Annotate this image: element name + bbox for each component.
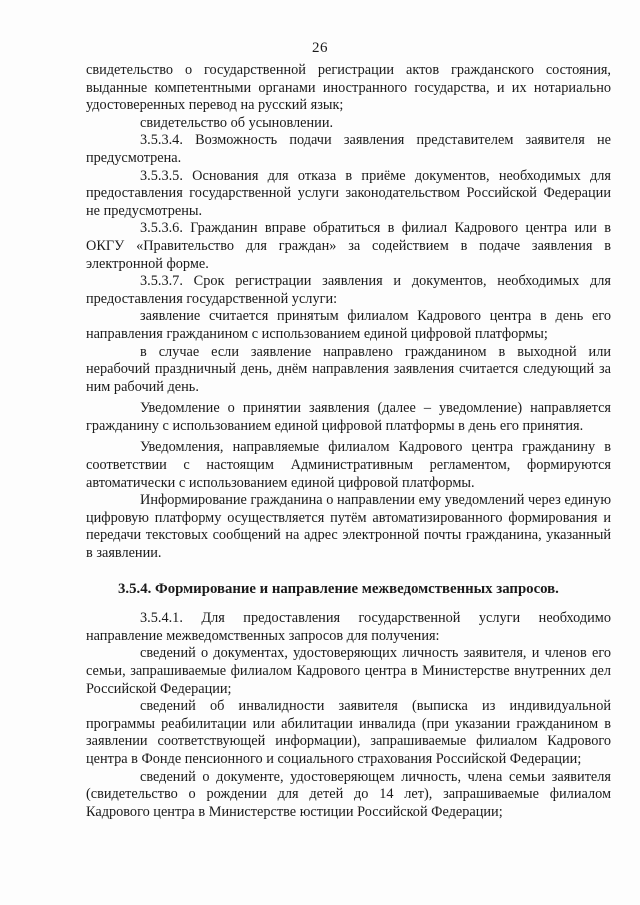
paragraph-accepted-day: заявление считается принятым филиалом Кадрового центра в день его направления гражданином с использованием единой цифровой платформы; xyxy=(86,308,611,342)
paragraph-3-5-3-5: 3.5.3.5. Основания для отказа в приёме документов, необходимых для предоставления государственной услуги законодательством Российской Федерации не предусмотрены. xyxy=(86,167,611,219)
paragraph-holiday-rule: в случае если заявление направлено гражданином в выходной или нерабочий праздничный день, днём направления заявления считается следующий за ним рабочий день. xyxy=(86,343,611,395)
paragraph-notification: Уведомление о принятии заявления (далее – уведомление) направляется гражданину с использованием единой цифровой платформы в день его принятия. xyxy=(86,400,611,434)
paragraph-family-member-document: сведений о документе, удостоверяющем личность, члена семьи заявителя (свидетельство о рождении для детей до 14 лет), запрашиваемые филиалом Кадрового центра в Министерстве юстиции Российской Федерации; xyxy=(86,768,611,820)
paragraph-3-5-3-4: 3.5.3.4. Возможность подачи заявления представителем заявителя не предусмотрена. xyxy=(86,132,611,166)
paragraph-notifications-generated: Уведомления, направляемые филиалом Кадрового центра гражданину в соответствии с настоящим Административным регламентом, формируются автоматически с использованием единой цифровой платформы. xyxy=(86,439,611,491)
paragraph-3-5-4-1: 3.5.4.1. Для предоставления государственной услуги необходимо направление межведомственных запросов для получения: xyxy=(86,610,611,644)
paragraph-disability-info: сведений об инвалидности заявителя (выписка из индивидуальной программы реабилитации или абилитации инвалида (при указании гражданином в заявлении соответствующей информации), запрашиваемые филиалом Кадрового центра в Фонде пенсионного и социального страхования Российской Федерации; xyxy=(86,698,611,767)
paragraph-informing: Информирование гражданина о направлении ему уведомлений через единую цифровую платформу осуществляется путём автоматизированного формирования и передачи текстовых сообщений на адрес электронной почты гражданина, указанный в заявлении. xyxy=(86,492,611,562)
document-body xyxy=(86,62,611,821)
page-number: 26 xyxy=(312,40,328,56)
paragraph-identity-documents: сведений о документах, удостоверяющих личность заявителя, и членов его семьи, запрашиваемые филиалом Кадрового центра в Министерстве внутренних дел Российской Федерации; xyxy=(86,645,611,697)
section-heading-3-5-4: 3.5.4. Формирование и направление межведомственных запросов. xyxy=(118,580,559,597)
paragraph-adoption-certificate: свидетельство об усыновлении. xyxy=(140,114,334,131)
paragraph-certificate-foreign: свидетельство о государственной регистрации актов гражданского состояния, выданные компетентными органами иностранного государства, и их нотариально удостоверенных перевод на русский язык; xyxy=(86,62,611,114)
paragraph-3-5-3-6: 3.5.3.6. Гражданин вправе обратиться в филиал Кадрового центра или в ОКГУ «Правительство для граждан» за содействием в подаче заявления в электронной форме. xyxy=(86,220,611,272)
paragraph-3-5-3-7: 3.5.3.7. Срок регистрации заявления и документов, необходимых для предоставления государственной услуги: xyxy=(86,273,611,307)
